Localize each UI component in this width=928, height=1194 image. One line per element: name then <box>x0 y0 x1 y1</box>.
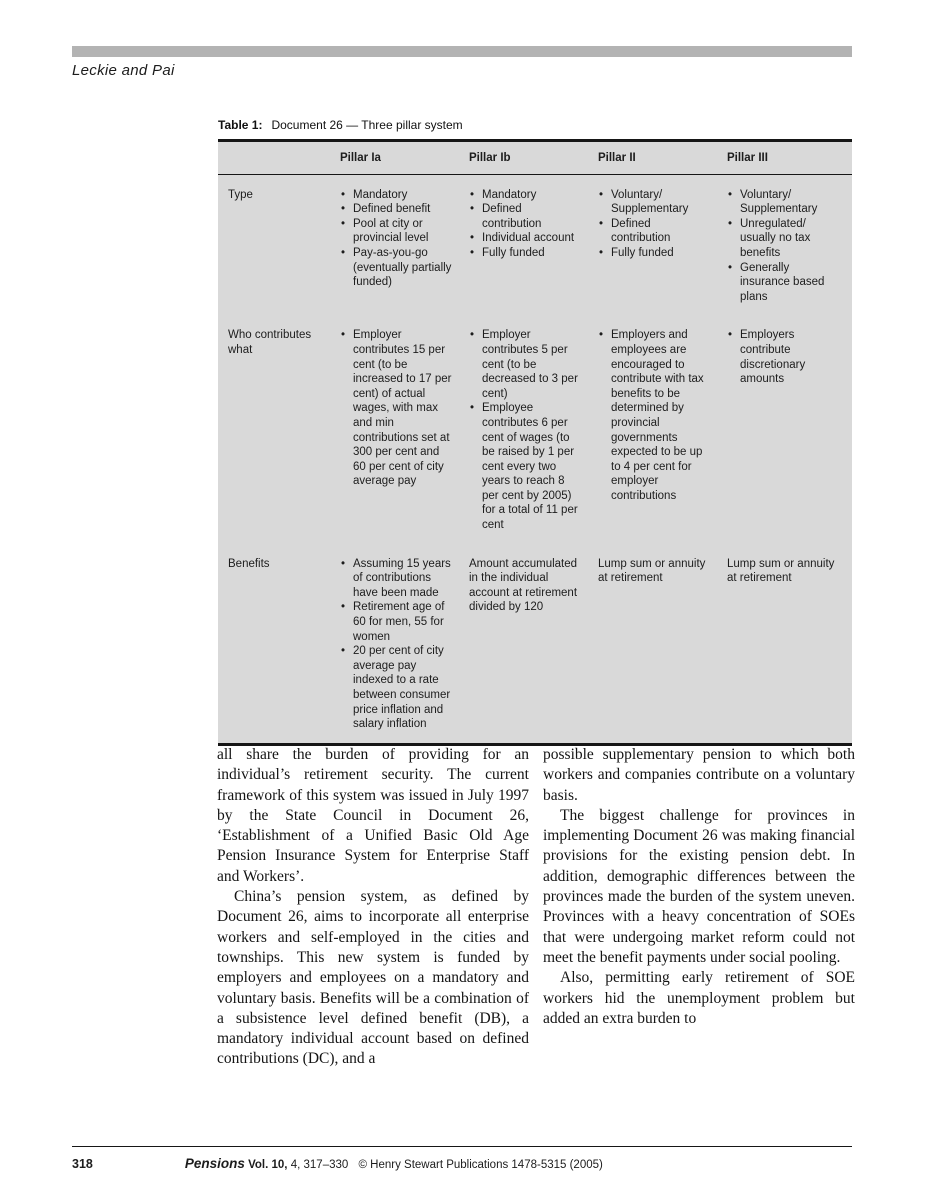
table-cell <box>340 188 453 305</box>
bullet-item: • Retirement age of 60 for men, 55 for women <box>340 600 453 644</box>
top-rule-bar <box>72 46 852 57</box>
bullet-item: • Voluntary/ Supplementary <box>727 188 840 217</box>
table-cell <box>598 557 711 732</box>
pillar-table <box>218 139 852 746</box>
bullet-item: • Pool at city or provincial level <box>340 217 453 246</box>
table-caption <box>218 118 463 132</box>
bullet-item: • Fully funded <box>598 246 711 261</box>
bullet-item: • Employers and employees are encouraged to contribute with tax benefits to be determined by provincial governments expected to be up to 4 per cent for employer contributions <box>598 328 711 503</box>
bullet-item: • Unregulated/ usually no tax benefits <box>727 217 840 261</box>
bullet-item: • 20 per cent of city average pay indexed to a rate between consumer price inflation and salary inflation <box>340 644 453 732</box>
bullet-item: • Defined contribution <box>598 217 711 246</box>
bullet-item: • Mandatory <box>469 188 582 203</box>
bullet-item: • Employers contribute discretionary amounts <box>727 328 840 386</box>
table-cell <box>340 557 453 732</box>
table-header-row <box>218 142 852 175</box>
bullet-item: • Employer contributes 5 per cent (to be decreased to 3 per cent) <box>469 328 582 401</box>
cell-text: Lump sum or annuity at retirement <box>598 557 706 585</box>
body-paragraph: China’s pension system, as defined by Document 26, aims to incorporate all enterprise workers and self-employed in the cities and townships. This new system is funded by employers and employees on a mandatory and voluntary basis. Benefits will be a combination of a subsistence level defined benefit (DB), a mandatory individual account based on defined contributions (DC), and a <box>217 888 529 1068</box>
table-cell <box>727 188 840 305</box>
journal-name: Pensions <box>184 1156 245 1171</box>
bullet-item: • Individual account <box>469 231 582 246</box>
table-cell <box>469 188 582 305</box>
caption-text: Document 26 — Three pillar system <box>271 118 463 132</box>
column-header-pillar-ia: Pillar Ia <box>340 152 381 164</box>
body-paragraph: Also, permitting early retirement of SOE workers hid the unemployment problem but added an extra burden to <box>543 969 855 1027</box>
bullet-item: • Mandatory <box>340 188 453 203</box>
table-cell <box>598 328 711 532</box>
journal-volume: Vol. 10, <box>248 1159 288 1171</box>
table-cell <box>469 557 582 732</box>
table-cell <box>469 328 582 532</box>
bullet-item: • Voluntary/ Supplementary <box>598 188 711 217</box>
bullet-item: • Employee contributes 6 per cent of wages (to be raised by 1 per cent every two years to reach 8 per cent by 2005) for a total of 11 per cent <box>469 401 582 532</box>
body-paragraph: possible supplementary pension to which both workers and companies contribute on a voluntary basis. <box>543 746 855 804</box>
bullet-item: • Generally insurance based plans <box>727 261 840 305</box>
column-header-empty <box>228 151 324 166</box>
table-cell <box>727 328 840 532</box>
table-row <box>218 315 852 543</box>
cell-text: Lump sum or annuity at retirement <box>727 557 835 585</box>
table-cell <box>340 328 453 532</box>
table-row <box>218 175 852 316</box>
journal-issue-pages: 4, 317–330 <box>290 1159 349 1171</box>
bullet-item: • Defined contribution <box>469 202 582 231</box>
column-header-pillar-ii: Pillar II <box>598 152 636 164</box>
body-paragraph: The biggest challenge for provinces in implementing Document 26 was making financial provisions for the existing pension debt. In addition, demographic differences between the provinces made the burden of the system uneven. Provinces with a heavy concentration of SOEs that were undergoing market reform could not meet the benefit payments under social pooling. <box>543 806 855 966</box>
body-column-right <box>543 745 855 1029</box>
row-label: Type <box>228 188 253 201</box>
table-cell <box>598 188 711 305</box>
column-header-pillar-ib: Pillar Ib <box>469 152 511 164</box>
bullet-item: • Employer contributes 15 per cent (to be increased to 17 per cent) of actual wages, with max and min contributions set at 300 per cent and 60 per cent of city average pay <box>340 328 453 489</box>
bullet-item: • Assuming 15 years of contributions have been made <box>340 557 453 601</box>
row-label: Who contributes what <box>228 329 312 356</box>
journal-citation <box>185 1156 603 1171</box>
running-head: Leckie and Pai <box>72 62 175 79</box>
bullet-item: • Defined benefit <box>340 202 453 217</box>
row-label: Benefits <box>228 557 270 570</box>
page-number: 318 <box>72 1157 93 1171</box>
table-body <box>218 175 852 743</box>
column-header-pillar-iii: Pillar III <box>727 152 768 164</box>
bullet-item: • Fully funded <box>469 246 582 261</box>
caption-label: Table 1: <box>218 118 263 132</box>
footer <box>72 1146 852 1171</box>
bullet-item: • Pay-as-you-go (eventually partially funded) <box>340 246 453 290</box>
journal-copyright: © Henry Stewart Publications 1478-5315 (2005) <box>358 1159 603 1171</box>
body-column-left <box>217 745 529 1070</box>
table-cell <box>727 557 840 732</box>
table-row <box>218 544 852 743</box>
cell-text: Amount accumulated in the individual account at retirement divided by 120 <box>469 557 578 614</box>
body-paragraph: all share the burden of providing for an individual’s retirement security. The current framework of this system was issued in July 1997 by the State Council in Document 26, ‘Establishment of a Unified Basic Old Age Pension Insurance System for Enterprise Staff and Workers’. <box>217 746 529 885</box>
